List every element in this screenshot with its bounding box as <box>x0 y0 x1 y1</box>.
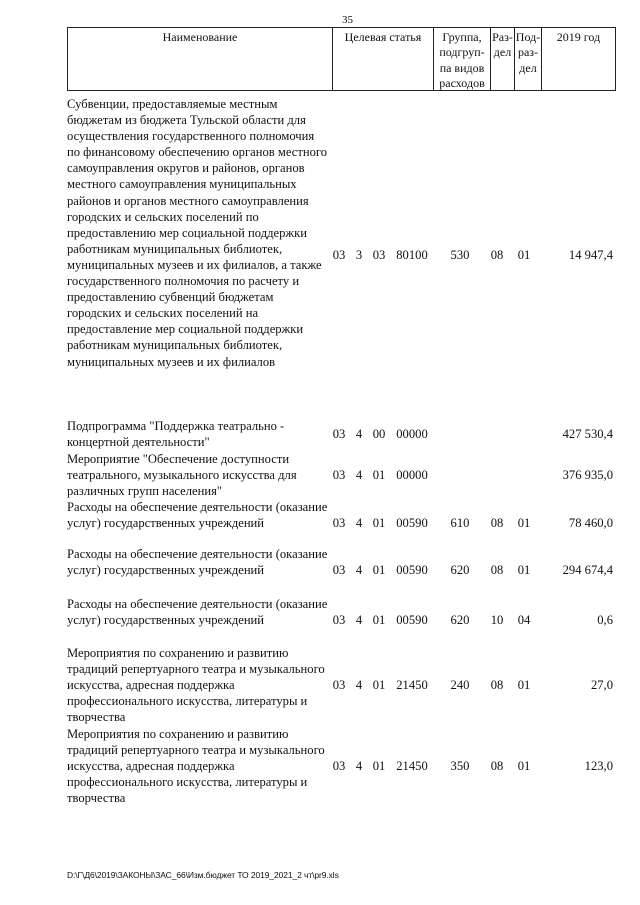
cell-code-2: 4 <box>355 759 363 773</box>
header-name: Наименование <box>162 30 238 44</box>
cell-podrazdel: 01 <box>517 678 531 692</box>
header-podrazdel: Под- раз- дел <box>514 28 541 90</box>
cell-code-2: 4 <box>355 563 363 577</box>
cell-sum: 294 674,4 <box>562 563 613 577</box>
cell-code-4: 21450 <box>396 678 428 692</box>
cell-group: 620 <box>450 563 470 577</box>
header-group: Группа, подгруп- па видов расходов <box>433 28 490 90</box>
cell-code-1: 03 <box>332 427 346 441</box>
table-header <box>67 27 616 91</box>
cell-sum: 0,6 <box>597 613 613 627</box>
cell-code-2: 4 <box>355 678 363 692</box>
cell-code-2: 4 <box>355 468 363 482</box>
cell-code-1: 03 <box>332 678 346 692</box>
cell-code-3: 03 <box>372 248 386 262</box>
cell-code-2: 4 <box>355 427 363 441</box>
cell-razdel: 08 <box>490 563 504 577</box>
row-name: Субвенции, предоставляемые местным бюджетам из бюджета Тульской области для осуществления государственного полномочия по финансовому обеспечению органов местного самоуправления округов и районов, органов местного самоуправления муниципальных районов и органов местного самоуправления городских и сельских поселений по предоставлению мер социальной поддержки работникам муниципальных библиотек, муниципальных музеев и их филиалов, а также государственного полномочия по расчету и предоставлению субвенций бюджетам городских и сельских поселений на предоставление мер социальной поддержки работникам муниципальных библиотек, муниципальных музеев и их филиалов <box>67 97 328 369</box>
cell-code-1: 03 <box>332 516 346 530</box>
cell-group: 350 <box>450 759 470 773</box>
row-name: Расходы на обеспечение деятельности (оказание услуг) государственных учреждений <box>67 547 328 578</box>
header-year: 2019 год <box>541 28 615 90</box>
cell-code-2: 4 <box>355 613 363 627</box>
cell-sum: 123,0 <box>584 759 613 773</box>
cell-code-1: 03 <box>332 468 346 482</box>
cell-code-3: 01 <box>372 759 386 773</box>
cell-sum: 27,0 <box>590 678 613 692</box>
row-name: Мероприятие "Обеспечение доступности театрального, музыкального искусства для различных групп населения" <box>67 452 297 499</box>
cell-podrazdel: 01 <box>517 759 531 773</box>
cell-sum: 427 530,4 <box>562 427 613 441</box>
cell-podrazdel: 04 <box>517 613 531 627</box>
cell-razdel: 08 <box>490 759 504 773</box>
cell-code-4: 00590 <box>396 516 428 530</box>
cell-razdel: 08 <box>490 516 504 530</box>
cell-razdel: 08 <box>490 248 504 262</box>
cell-code-2: 4 <box>355 516 363 530</box>
cell-code-3: 01 <box>372 563 386 577</box>
row-name: Расходы на обеспечение деятельности (оказание услуг) государственных учреждений <box>67 597 328 628</box>
cell-code-4: 80100 <box>396 248 428 262</box>
cell-podrazdel: 01 <box>517 516 531 530</box>
cell-code-3: 01 <box>372 613 386 627</box>
cell-code-1: 03 <box>332 613 346 627</box>
cell-code-3: 01 <box>372 678 386 692</box>
cell-code-4: 00000 <box>396 427 428 441</box>
header-target: Целевая статья <box>332 28 433 90</box>
cell-podrazdel: 01 <box>517 563 531 577</box>
cell-razdel: 08 <box>490 678 504 692</box>
cell-group: 240 <box>450 678 470 692</box>
page-number: 35 <box>342 14 353 26</box>
row-name: Мероприятия по сохранению и развитию традиций репертуарного театра и музыкального искусства, адресная поддержка профессионального искусства, литературы и творчества <box>67 727 325 806</box>
cell-group: 530 <box>450 248 470 262</box>
cell-code-3: 01 <box>372 516 386 530</box>
row-name: Подпрограмма "Поддержка театрально - концертной деятельности" <box>67 419 285 450</box>
cell-code-1: 03 <box>332 248 346 262</box>
header-razdel: Раз- дел <box>490 28 514 90</box>
cell-code-3: 00 <box>372 427 386 441</box>
cell-code-1: 03 <box>332 759 346 773</box>
cell-code-1: 03 <box>332 563 346 577</box>
cell-code-3: 01 <box>372 468 386 482</box>
row-name: Мероприятия по сохранению и развитию традиций репертуарного театра и музыкального искусства, адресная поддержка профессионального искусства, литературы и творчества <box>67 646 325 725</box>
cell-code-4: 00000 <box>396 468 428 482</box>
file-path-footer: D:\Г\Д6\2019\ЗАКОНЫ\ЗАС_66\Изм.бюджет ТО 2019_2021_2 чт\pr9.xls <box>67 870 339 880</box>
cell-group: 620 <box>450 613 470 627</box>
cell-razdel: 10 <box>490 613 504 627</box>
cell-podrazdel: 01 <box>517 248 531 262</box>
cell-sum: 78 460,0 <box>568 516 613 530</box>
cell-code-4: 00590 <box>396 563 428 577</box>
cell-code-2: 3 <box>355 248 363 262</box>
cell-code-4: 00590 <box>396 613 428 627</box>
cell-code-4: 21450 <box>396 759 428 773</box>
cell-sum: 14 947,4 <box>568 248 613 262</box>
cell-sum: 376 935,0 <box>562 468 613 482</box>
row-name: Расходы на обеспечение деятельности (оказание услуг) государственных учреждений <box>67 500 328 531</box>
cell-group: 610 <box>450 516 470 530</box>
